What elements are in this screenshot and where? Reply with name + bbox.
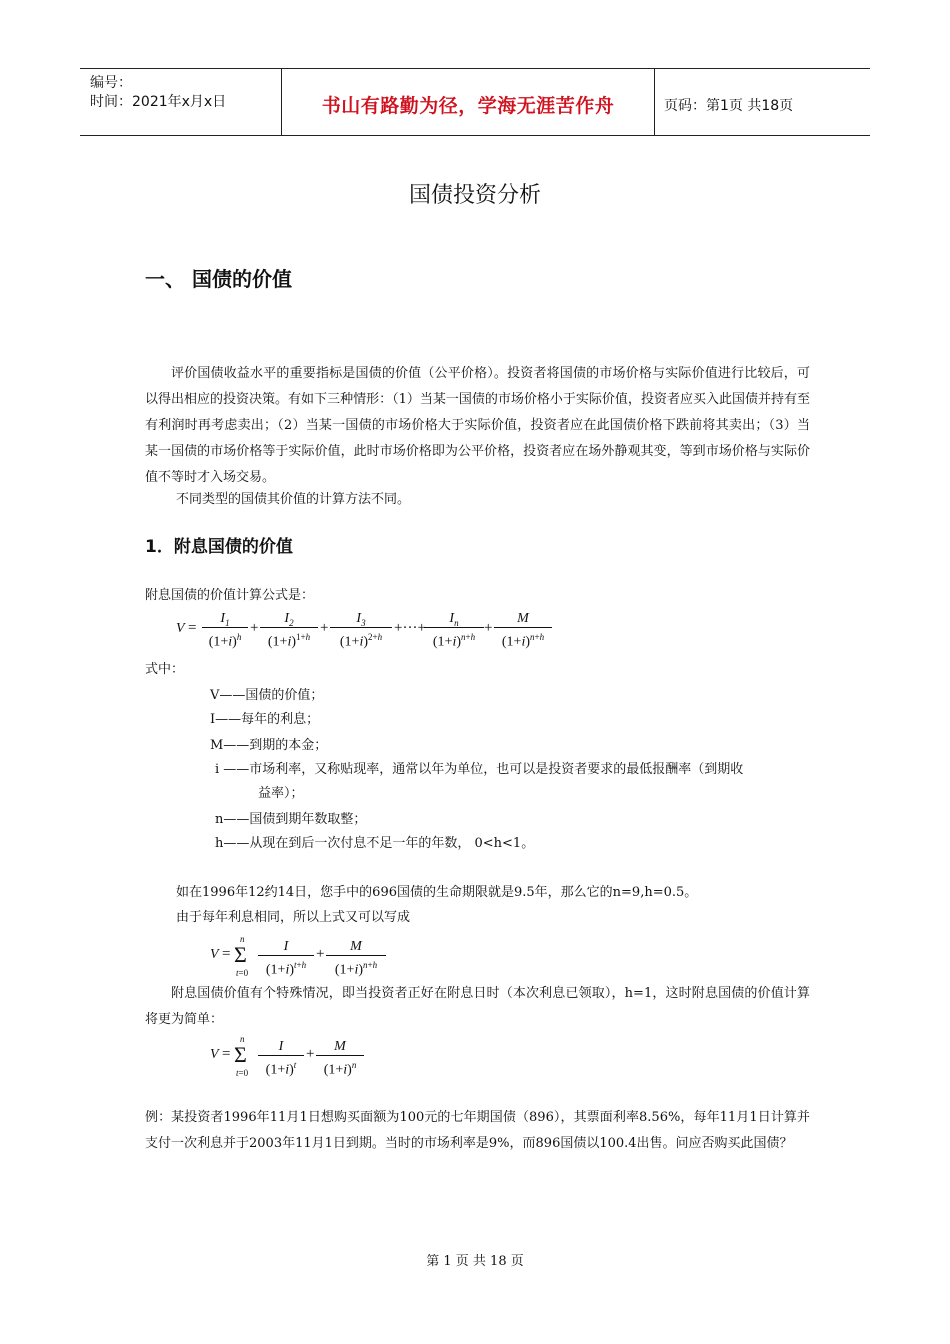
definition-item: M——到期的本金；: [210, 738, 328, 753]
formula-symbol: =: [222, 946, 231, 962]
doc-number-label: 编号：: [90, 75, 132, 91]
intro-line: 不同类型的国债其价值的计算方法不同。: [176, 492, 411, 507]
header-motto: 书山有路勤为径，学海无涯苦作舟: [321, 95, 615, 117]
doc-date-label: 时间：2021年x月x日: [90, 94, 227, 110]
formula-intro: 附息国债的价值计算公式是：: [145, 588, 315, 603]
document-title: 国债投资分析: [408, 183, 541, 208]
formula-symbol: V: [210, 1047, 219, 1062]
formula-term: $I_3$ $(1+i)^{2+h}$: [330, 610, 392, 646]
header-divider: [654, 68, 655, 135]
header-top-rule: [80, 68, 870, 69]
where-label: 式中：: [145, 662, 185, 677]
definition-item: V——国债的价值；: [210, 688, 324, 703]
formula-symbol: Σ: [234, 1042, 247, 1067]
formula-symbol: V: [210, 947, 219, 962]
formula-symbol: =: [222, 1046, 231, 1062]
section-heading: 一、 国债的价值: [145, 267, 292, 291]
formula-term: $I_1$ $(1+i)^h$: [202, 610, 248, 646]
bond-value-formula: [176, 610, 556, 652]
example-text: 如在1996年12约14日，您手中的696国债的生命期限就是9.5年，那么它的n=9,h=0.5。: [176, 885, 698, 900]
formula-symbol: Σ: [234, 942, 247, 967]
formula-term: $I_n$ $(1+i)^{n+h}$: [424, 610, 484, 646]
subsection-heading: 1．附息国债的价值: [145, 537, 293, 557]
simplified-formula: V = n Σ t=0 I $(1+i)^t$ + M $(1+i)^n$: [210, 1034, 380, 1082]
formula-term: I $(1+i)^{t+h}$: [258, 938, 314, 974]
page-counter: 页码：第1页 共18页: [664, 98, 794, 114]
formula-term: $I_2$ $(1+i)^{1+h}$: [260, 610, 318, 646]
definition-item: h——从现在到后一次付息不足一年的年数， 0<h<1。: [215, 836, 535, 851]
definition-item: n——国债到期年数取整；: [215, 812, 367, 827]
formula-term: I $(1+i)^t$: [258, 1038, 304, 1074]
formula-term: M $(1+i)^{n+h}$: [326, 938, 386, 974]
formula-symbol: +: [320, 620, 329, 636]
example-problem: 例：某投资者1996年11月1日想购买面额为100元的七年期国债（896），其票面利率8.56%，每年11月1日计算并支付一次利息并于2003年11月1日到期。当时的市场利率是9%，而896国债以100.4出售。问应否购买此国债？: [145, 1110, 810, 1151]
special-case-paragraph: 附息国债价值有个特殊情况，即当投资者正好在附息日时（本次利息已领取），h=1，这时附息国债的价值计算将更为简单：: [145, 986, 810, 1027]
formula-symbol: =: [188, 620, 197, 636]
header-bottom-rule: [80, 135, 870, 136]
formula-symbol: +···+: [394, 620, 426, 636]
formula-term: M $(1+i)^n$: [316, 1038, 364, 1074]
header-divider: [281, 68, 282, 135]
formula-term: M $(1+i)^{n+h}$: [494, 610, 552, 646]
summation-formula: V = n Σ t=0 I $(1+i)^{t+h}$ + M $(1+i)^{n+h}$: [210, 934, 410, 982]
formula-symbol: V: [176, 621, 185, 636]
example-text: 由于每年利息相同，所以上式又可以写成: [176, 910, 411, 925]
formula-symbol: +: [306, 1046, 315, 1062]
intro-paragraph: 评价国债收益水平的重要指标是国债的价值（公平价格）。投资者将国债的市场价格与实际价值进行比较后，可以得出相应的投资决策。有如下三种情形：（1）当某一国债的市场价格小于实际价值，投资者应买入此国债并持有至有利润时再考虑卖出；（2）当某一国债的市场价格大于实际价值，投资者应在此国债价格下跌前将其卖出；（3）当某一国债的市场价格等于实际价值，此时市场价格即为公平价格，投资者应在场外静观其变，等到市场价格与实际价值不等时才入场交易。: [145, 366, 810, 485]
formula-symbol: +: [250, 620, 259, 636]
definition-item: I——每年的利息；: [210, 712, 320, 727]
definition-item-continued: 益率）；: [258, 786, 304, 801]
formula-symbol: +: [484, 620, 493, 636]
page-footer: 第 1 页 共 18 页: [426, 1254, 524, 1269]
formula-symbol: +: [316, 946, 325, 962]
definition-item: i ——市场利率，又称贴现率，通常以年为单位，也可以是投资者要求的最低报酬率（到期收: [215, 762, 744, 777]
